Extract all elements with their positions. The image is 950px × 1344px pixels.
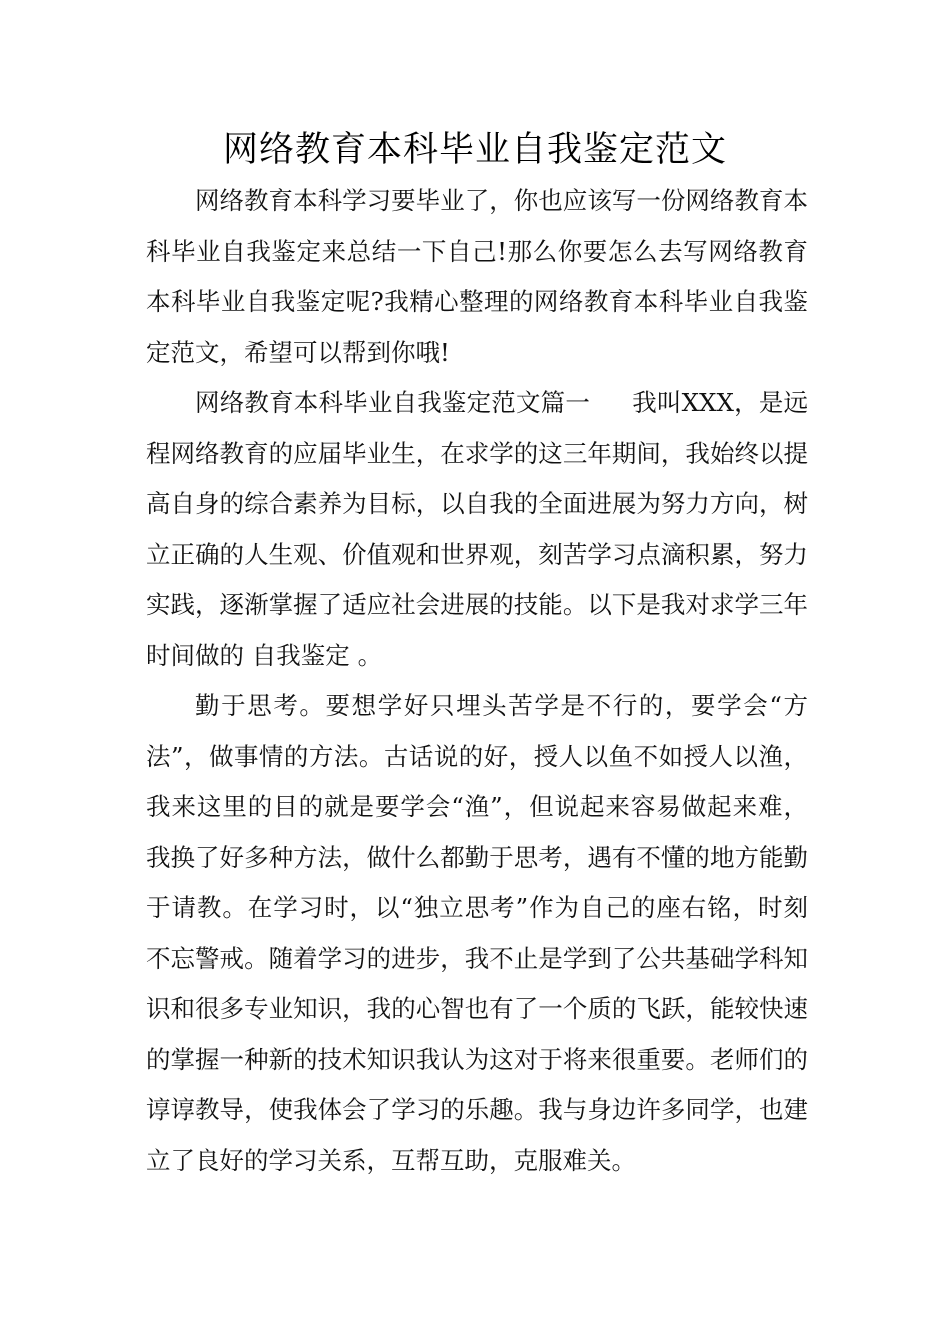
section1-heading: 网络教育本科毕业自我鉴定范文篇一 <box>195 388 591 417</box>
paragraph-thinking: 勤于思考。要想学好只埋头苦学是不行的，要学会“方法”，做事情的方法。古话说的好，授人以鱼不如授人以渔，我来这里的目的就是要学会“渔”，但说起来容易做起来难，我换了好多种方法，做什么都勤于思考，遇有不懂的地方能勤于请教。在学习时，以“独立思考”作为自己的座右铭，时刻不忘警戒。随着学习的进步，我不止是学到了公共基础学科知识和很多专业知识，我的心智也有了一个质的飞跃，能较快速的掌握一种新的技术知识我认为这对于将来很重要。老师们的谆谆教导，使我体会了学习的乐趣。我与身边许多同学，也建立了良好的学习关系，互帮互助，克服难关。 <box>146 691 808 1175</box>
document-body <box>146 176 808 1186</box>
section1-paragraph <box>146 378 808 681</box>
intro-paragraph: 网络教育本科学习要毕业了，你也应该写一份网络教育本科毕业自我鉴定来总结一下自己!那么你要怎么去写网络教育本科毕业自我鉴定呢?我精心整理的网络教育本科毕业自我鉴定范文，希望可以帮到你哦! <box>146 186 808 367</box>
document-title: 网络教育本科毕业自我鉴定范文 <box>222 130 727 170</box>
section1-text: 我叫XXX，是远程网络教育的应届毕业生，在求学的这三年期间，我始终以提高自身的综合素养为目标，以自我的全面进展为努力方向，树立正确的人生观、价值观和世界观，刻苦学习点滴积累，努力实践，逐渐掌握了适应社会进展的技能。以下是我对求学三年时间做的 自我鉴定 。 <box>146 388 809 670</box>
